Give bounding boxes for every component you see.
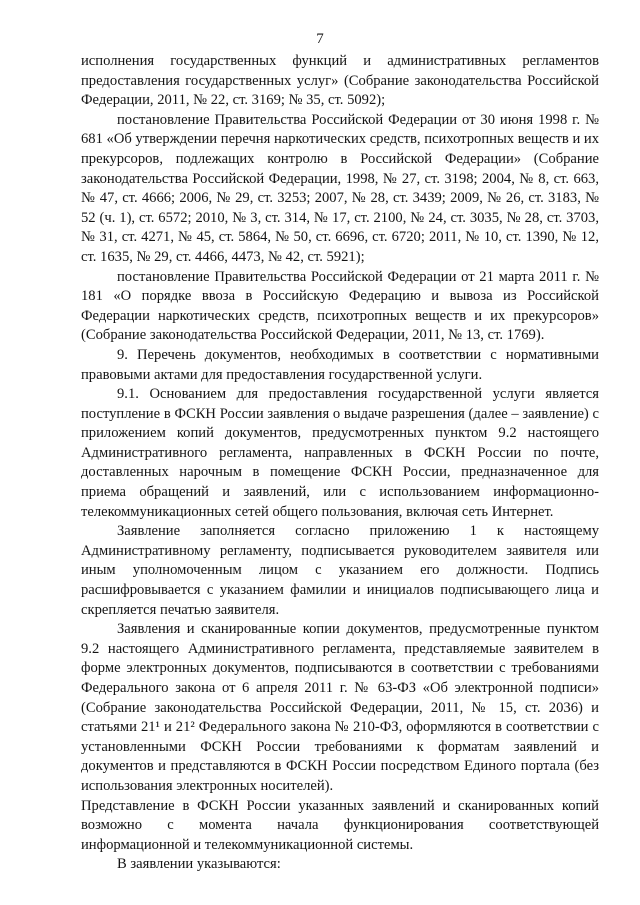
paragraph: Заявление заполняется согласно приложению 1 к настоящему Административному регламенту, подписывается руководителем заявителя или иным уполномоченным лицом с указанием его должности. Подпись расшифровывается с указанием фамилии и инициалов подписывающего лица и скрепляется печатью заявителя. xyxy=(81,523,599,618)
paragraph: постановление Правительства Российской Федерации от 21 марта 2011 г. № 181 «О порядке ввоза в Российскую Федерацию и вывоза из Российской Федерации наркотических средств, психотропных веществ и их прекурсоров» (Собрание законодательства Российской Федерации, 2011, № 13, ст. 1769). xyxy=(81,268,599,344)
page-number: 7 xyxy=(316,31,324,47)
paragraph: В заявлении указываются: xyxy=(117,856,281,873)
paragraph: Заявления и сканированные копии документов, предусмотренные пунктом 9.2 настоящего Административного регламента, представляемые заявителем в форме электронных документов, подписываются в соответствии с требованиями Федерального закона от 6 апреля 2011 г. № 63-ФЗ «Об электронной подписи» (Собрание законодательства Российской Федерации, 2011, № 15, ст. 2036) и статьями 21¹ и 21² Федерального закона № 210-ФЗ, оформляются в соответствии с установленными ФСКН России требованиями к форматам заявлений и документов и представляются в ФСКН России посредством Единого портала (без использования электронных носителей). xyxy=(81,621,599,794)
body-text xyxy=(81,52,599,875)
paragraph: постановление Правительства Российской Федерации от 30 июня 1998 г. № 681 «Об утверждении перечня наркотических средств, психотропных веществ и их прекурсоров, подлежащих контролю в Российской Федерации» (Собрание законодательства Российской Федерации, 1998, № 27, ст. 3198; 2004, № 8, ст. 663, № 47, ст. 4666; 2006, № 29, ст. 3253; 2007, № 28, ст. 3439; 2009, № 26, ст. 3183, № 52 (ч. 1), ст. 6572; 2010, № 3, ст. 314, № 17, ст. 2100, № 24, ст. 3035, № 28, ст. 3703, № 31, ст. 4271, № 45, ст. 5864, № 50, ст. 6696, ст. 6720; 2011, № 10, ст. 1390, № 12, ст. 1635, № 29, ст. 4466, 4473, № 42, ст. 5921); xyxy=(81,111,600,265)
paragraph: Представление в ФСКН России указанных заявлений и сканированных копий возможно с момента начала функционирования соответствующей информационной и телекоммуникационной системы. xyxy=(81,797,599,853)
paragraph: 9.1. Основанием для предоставления государственной услуги является поступление в ФСКН России заявления о выдаче разрешения (далее – заявление) с приложением копий документов, предусмотренных пунктом 9.2 настоящего Административного регламента, направленных в ФСКН России по почте, доставленных нарочным в помещение ФСКН России, предназначенное для приема обращений и заявлений, или с использованием информационно-телекоммуникационных сетей общего пользования, включая сеть Интернет. xyxy=(81,386,599,520)
paragraph: 9. Перечень документов, необходимых в соответствии с нормативными правовыми актами для предоставления государственной услуги. xyxy=(81,346,599,383)
paragraph: исполнения государственных функций и административных регламентов предоставления государственных услуг» (Собрание законодательства Российской Федерации, 2011, № 22, ст. 3169; № 35, ст. 5092); xyxy=(81,53,599,109)
